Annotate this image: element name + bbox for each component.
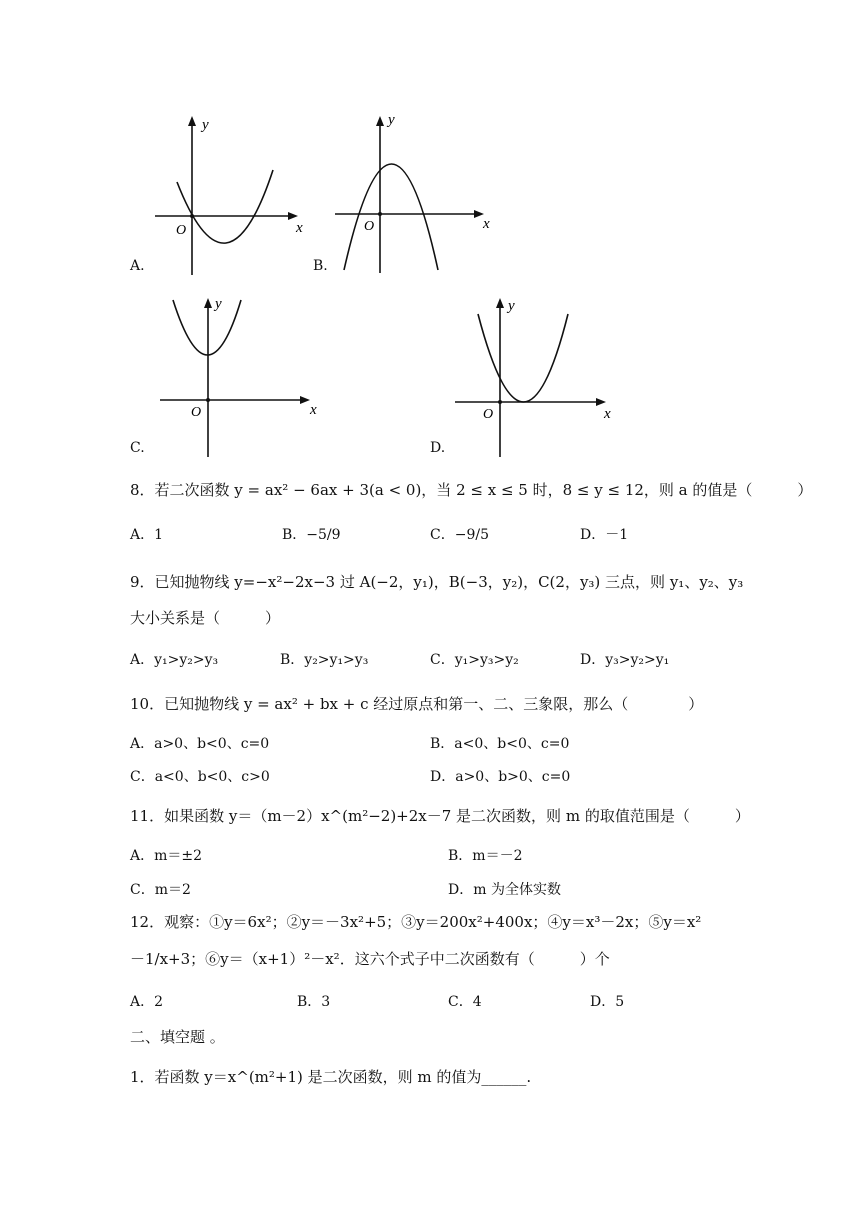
graph-d-y-label: y (508, 298, 515, 314)
q12-line2: －1/x+3；⑥y＝（x+1）²－x²．这六个式子中二次函数有（ ）个 (130, 950, 610, 968)
graph-a-x-label: x (296, 220, 303, 236)
q8-option-a: A．1 (130, 527, 164, 543)
graph-d-label: D. (430, 440, 446, 456)
q9-option-c: C．y₁>y₃>y₂ (430, 652, 519, 668)
q12-line1: 12．观察：①y＝6x²；②y＝－3x²+5；③y＝200x²+400x；④y＝x³－2x；⑤y＝x² (130, 913, 702, 931)
graph-d-x-label: x (604, 406, 611, 422)
graph-b-y-label: y (388, 112, 395, 128)
q9-option-b: B．y₂>y₁>y₃ (280, 652, 369, 668)
q11-text: 11．如果函数 y＝（m－2）x^(m²−2)+2x－7 是二次函数，则 m 的取值范围是（ ） (130, 807, 750, 825)
q10-option-a: A．a>0、b<0、c=0 (130, 736, 270, 752)
q10-option-d: D．a>0、b>0、c=0 (430, 769, 571, 785)
q8-option-b: B．−5/9 (282, 527, 341, 543)
q11-option-b: B．m＝－2 (448, 848, 523, 864)
graph-c (155, 292, 330, 457)
q11-option-c: C．m＝2 (130, 882, 191, 898)
q10-text: 10．已知抛物线 y = ax² + bx + c 经过原点和第一、二、三象限，那么（ ） (130, 695, 704, 713)
graph-b-x-label: x (483, 216, 490, 232)
q12-option-d: D．5 (590, 994, 625, 1010)
graph-b (330, 108, 500, 273)
graph-b-label: B. (313, 258, 328, 274)
q9-option-d: D．y₃>y₂>y₁ (580, 652, 670, 668)
graph-a-origin: O (176, 223, 187, 238)
q12-option-b: B．3 (297, 994, 331, 1010)
q10-option-c: C．a<0、b<0、c>0 (130, 769, 270, 785)
fill1-text: 1．若函数 y＝x^(m²+1) 是二次函数，则 m 的值为______. (130, 1068, 532, 1086)
section-2-heading: 二、填空题 。 (130, 1028, 225, 1046)
graph-b-origin: O (364, 219, 375, 234)
graph-a-y-label: y (202, 117, 209, 133)
q11-option-d: D．m 为全体实数 (448, 882, 561, 898)
q8-option-c: C．−9/5 (430, 527, 489, 543)
graph-c-origin: O (191, 405, 202, 420)
q9-line1: 9．已知抛物线 y=−x²−2x−3 过 A(−2，y₁)，B(−3，y₂)，C(2，y₃) 三点，则 y₁、y₂、y₃ (130, 573, 744, 591)
q11-option-a: A．m＝±2 (130, 848, 203, 864)
graph-a (150, 110, 315, 275)
graph-a-label: A. (130, 258, 145, 274)
q12-option-a: A．2 (130, 994, 164, 1010)
graph-c-label: C. (130, 440, 145, 456)
q12-option-c: C．4 (448, 994, 482, 1010)
graph-c-x-label: x (310, 402, 317, 418)
q8-option-d: D．－1 (580, 527, 629, 543)
q8-text: 8．若二次函数 y = ax² − 6ax + 3(a < 0)，当 2 ≤ x ≤ 5 时，8 ≤ y ≤ 12，则 a 的值是（ ） (130, 481, 813, 499)
graph-c-y-label: y (215, 296, 222, 312)
q9-line2: 大小关系是（ ） (130, 609, 281, 627)
q9-option-a: A．y₁>y₂>y₃ (130, 652, 219, 668)
graph-d-origin: O (483, 407, 494, 422)
q10-option-b: B．a<0、b<0、c=0 (430, 736, 570, 752)
graph-d (450, 292, 625, 457)
